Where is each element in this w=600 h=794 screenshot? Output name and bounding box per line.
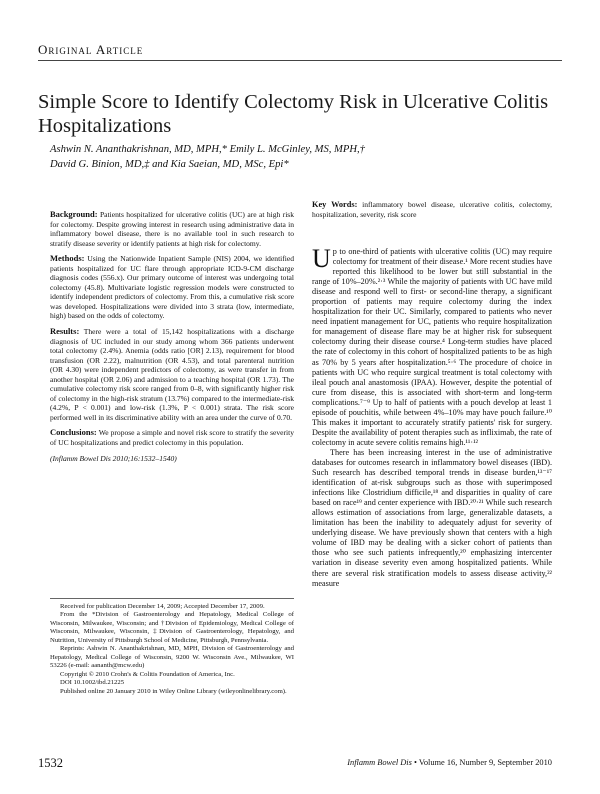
background-text: Patients hospitalized for ulcerative colitis (UC) are at high risk for colectomy. Despite growing interest in research using administrative data in inflammatory bowel disease, there is no available tool in such research to stratify disease severity or identify patients at high risk for colectomy. — [50, 210, 294, 248]
keywords-text: inflammatory bowel disease, ulcerative colitis, colectomy, hospitalization, severity, risk score — [312, 200, 553, 219]
background-heading: Background: — [50, 209, 98, 219]
keywords — [312, 200, 552, 220]
article-title: Simple Score to Identify Colectomy Risk in Ulcerative Colitis Hospitalizations — [38, 91, 549, 137]
results-text: There were a total of 15,142 hospitalizations with a discharge diagnosis of UC included in our study among whom 366 patients underwent total colectomy (2.4%). Anemia (odds ratio [OR] 2.13), requirement for blood transfusion (OR 2.22), malnutrition (OR 4.53), and total parenteral nutrition (OR 4.30) were independent predictors of colectomy, as were transfer in from another hospital (OR 2.06) and admission to a teaching hospital (OR 1.73). The cumulative colectomy risk score ranged from 0–8, with significantly higher risk of colectomy in the high-risk stratum (13.7%) compared to the intermediate-risk (4.2%, P < 0.001) and low-risk (1.3%, P < 0.001) strata. The risk score performed well in its discriminative ability with an area under the curve of 0.70. — [50, 327, 294, 422]
abstract-citation: (Inflamm Bowel Dis 2010;16:1532–1540) — [50, 453, 177, 463]
footnote-published: Published online 20 January 2010 in Wiley Online Library (wileyonlinelibrary.com). — [60, 687, 287, 695]
drop-cap: U — [312, 244, 331, 273]
body-paragraph-2: There has been increasing interest in the use of administrative databases for outcomes research in inflammatory bowel diseases (IBD). Such research has described temporal trends in disease burden,¹³⁻¹⁷ identification of at-risk subgroups such as those with superimposed infections like Clostridium difficile,¹⁸ and disparities in quality of care based on race¹⁹ and center experience with IBD.²⁰·²¹ While such research allows estimation of associations from large, generalizable datasets, a limitation has been the inability to adequately adjust for severity of underlying disease. We have previously shown that centers with a high volume of IBD may be dealing with a sicker cohort of patients than those who see such patients infrequently,²⁰ emphasizing intercenter variation in disease severity even among hospitalized patients. While there are several risk stratification models to assess disease activity,²² measure — [312, 447, 552, 588]
section-label: Original Article — [38, 42, 144, 57]
footnotes — [50, 603, 294, 696]
journal-name: Inflamm Bowel Dis — [347, 758, 412, 767]
results-heading: Results: — [50, 326, 80, 337]
footnote-reprints: Reprints: Ashwin N. Ananthakrishnan, MD, MPH, Division of Gastroenterology and Hepatology, Medical College of Wisconsin, 9200 W. Wisconsin Ave., Milwaukee, WI 53226 (e-mail: aananth@mcw.edu) — [50, 645, 294, 670]
journal-issue: • Volume 16, Number 9, September 2010 — [411, 758, 552, 767]
methods-text: Using the Nationwide Inpatient Sample (NIS) 2004, we identified patients hospitalized for UC flare through appropriate ICD-9-CM discharge diagnosis codes (556.x). Our primary outcome of interest was undergoing total colectomy (45.8). Multivariate logistic regression models were constructed to identify independent predictors of colectomy. From this, a cumulative risk score was developed. Hospitalizations were divided into 3 strata (low, intermediate, high) based on the odds of colectomy. — [50, 254, 294, 321]
footnote-copyright: Copyright © 2010 Crohn's & Colitis Foundation of America, Inc. — [60, 670, 235, 678]
page-number: 1532 — [38, 756, 63, 770]
journal-footer — [337, 758, 552, 767]
footnote-doi: DOI 10.1002/ibd.21225 — [60, 679, 125, 687]
abstract — [50, 210, 294, 469]
abstract-background — [50, 210, 294, 248]
author-list — [50, 143, 550, 172]
conclusions-text: We propose a simple and novel risk score to stratify the severity of UC hospitalizations and predict colectomy in this population. — [50, 428, 294, 448]
author-line-2: David G. Binion, MD,‡ and Kia Saeian, MD, MSc, Epi* — [50, 158, 289, 170]
section-divider — [38, 60, 562, 61]
abstract-methods — [50, 254, 294, 321]
methods-heading: Methods: — [50, 253, 85, 264]
body-paragraph-1-text: p to one-third of patients with ulcerative colitis (UC) may require colectomy for treatment of their disease.¹ More recent studies have reported this likelihood to be lower but still substantial in the range of 10%–20%.²·³ While the majority of patients with UC have mild disease and respond well to first- or second-line therapy, a significant proportion of patients may require colectomy during the index hospitalization for their UC. Similarly, compared to patients who never need inpatient management for UC, patients who require hospitalization for management of disease flare may be at higher risk for subsequent colectomy during their disease course.⁴ Long-term studies have placed the rate of colectomy in this cohort of hospitalized patients to be as high as 70% by 5 years after hospitalization.⁵·⁶ The procedure of choice in patients with UC who require surgical treatment is total colectomy with ileal pouch anal anastomosis (IPAA). However, despite the potential of cure from disease, this is associated with short-term and long-term complications.⁷⁻⁹ Up to half of patients with a pouch develop at least 1 episode of pouchitis, while between 4%–10% may have pouch failure.¹⁰ This makes it important to accurately stratify patients' risk for surgery. Despite the availability of potent therapies such as infliximab, the rate of colectomy in acute severe colitis remains high.¹¹·¹² — [312, 247, 552, 447]
body-paragraph-1 — [312, 244, 552, 448]
abstract-results — [50, 327, 294, 422]
body-column — [312, 244, 552, 589]
footnote-received: Received for publication December 14, 2009; Accepted December 17, 2009. — [60, 603, 265, 610]
keywords-heading: Key Words: — [312, 200, 358, 209]
footnote-divider — [50, 598, 294, 599]
author-line-1: Ashwin N. Ananthakrishnan, MD, MPH,* Emily L. McGinley, MS, MPH,† — [50, 144, 365, 155]
footnote-affiliations: From the *Division of Gastroenterology and Hepatology, Medical College of Wisconsin, Milwaukee, Wisconsin; and †Division of Epidemiology, Medical College of Wisconsin, Milwaukee, Wisconsin, ‡Division of Gastroenterology, Hepatology, and Nutrition, University of Pittsburgh School of Medicine, Pittsburgh, Pennsylvania. — [50, 611, 294, 644]
conclusions-heading: Conclusions: — [50, 427, 97, 438]
abstract-conclusions — [50, 428, 294, 447]
